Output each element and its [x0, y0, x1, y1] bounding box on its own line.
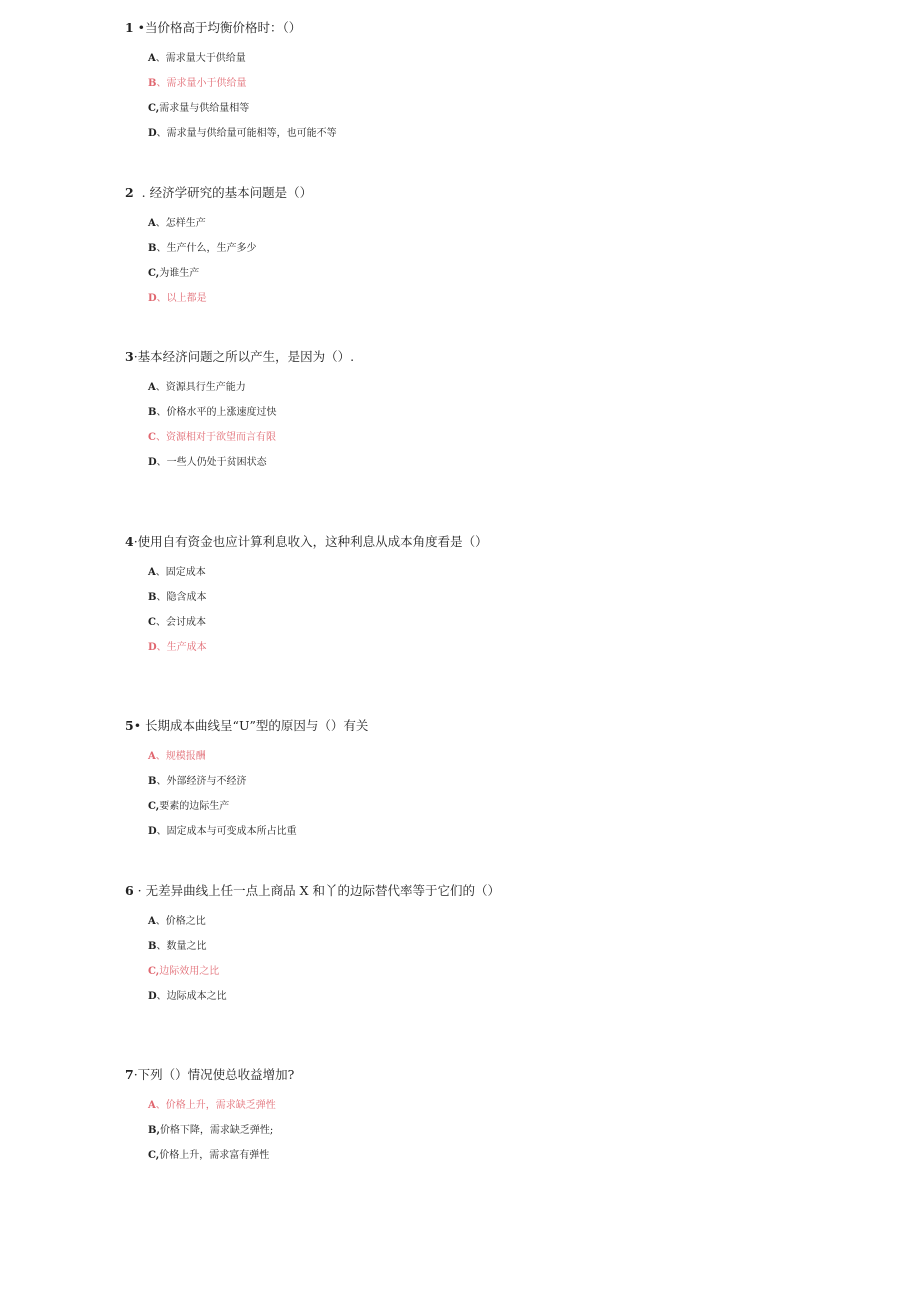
option-letter: B — [148, 243, 157, 254]
option-letter: B — [148, 941, 157, 952]
question-title — [125, 20, 825, 36]
question-number: 4 — [125, 534, 134, 549]
option-list — [148, 52, 337, 152]
question-title — [125, 349, 825, 365]
option-d[interactable] — [148, 641, 207, 666]
option-text: 、需求量与供给量可能相等，也可能不等 — [156, 128, 337, 139]
option-text: 、怎样生产 — [155, 218, 206, 229]
question-text: ·使用自有资金也应计算利息收入，这种利息从成本角度看是（） — [133, 534, 488, 549]
option-text: 、会讨成本 — [155, 617, 206, 628]
question-text: •当价格高于均衡价格时：（） — [133, 20, 302, 35]
question-text: ·下列（）情况使总收益增加? — [133, 1067, 295, 1082]
option-text: 、固定成本与可变成本所占比重 — [156, 826, 297, 837]
option-letter: A — [148, 567, 156, 578]
option-text: 、需求量大于供给量 — [155, 53, 246, 64]
question-text: • 长期成本曲线呈“U”型的原因与（）有关 — [133, 718, 369, 733]
option-text: 要素的边际生产 — [159, 801, 230, 812]
option-letter: B, — [148, 1125, 160, 1136]
question-number: 6 — [125, 883, 134, 898]
option-a[interactable] — [148, 915, 227, 940]
question-number: 5 — [125, 718, 134, 733]
question-1 — [125, 20, 825, 139]
option-a[interactable] — [148, 217, 256, 242]
option-list — [148, 566, 207, 666]
option-a[interactable] — [148, 750, 297, 775]
option-text: 、数量之比 — [156, 941, 207, 952]
option-a[interactable] — [148, 381, 276, 406]
option-list — [148, 381, 276, 481]
option-letter: C — [148, 617, 156, 628]
question-3 — [125, 349, 825, 468]
option-b[interactable] — [148, 775, 297, 800]
option-c[interactable] — [148, 431, 276, 456]
option-text: 、外部经济与不经济 — [156, 776, 247, 787]
option-text: 价格上升，需求富有弹性 — [159, 1150, 270, 1161]
option-d[interactable] — [148, 127, 337, 152]
question-text: · 无差异曲线上任一点上商品 X 和丫的边际替代率等于它们的（） — [133, 883, 500, 898]
question-2 — [125, 185, 825, 304]
option-b[interactable] — [148, 77, 337, 102]
option-a[interactable] — [148, 566, 207, 591]
option-b[interactable] — [148, 1124, 276, 1149]
option-list — [148, 915, 227, 1015]
option-letter: A — [148, 1100, 156, 1111]
option-letter: D — [148, 128, 157, 139]
option-text: 、生产成本 — [156, 642, 207, 653]
option-text: 、需求量小于供给量 — [156, 78, 247, 89]
question-6 — [125, 883, 825, 1002]
question-title — [125, 1067, 825, 1083]
option-text: 、资源相对于欲望而言有限 — [155, 432, 276, 443]
option-text: 、规模报酬 — [155, 751, 206, 762]
option-c[interactable] — [148, 267, 256, 292]
option-text: 、价格上升，需求缺乏弹性 — [155, 1100, 276, 1111]
option-list — [148, 1099, 276, 1174]
option-letter: C, — [148, 966, 160, 977]
option-letter: C, — [148, 801, 160, 812]
option-b[interactable] — [148, 940, 227, 965]
question-text: . 经济学研究的基本问题是（） — [133, 185, 313, 200]
option-b[interactable] — [148, 591, 207, 616]
option-b[interactable] — [148, 242, 256, 267]
question-4 — [125, 534, 825, 653]
question-title — [125, 718, 825, 734]
option-letter: D — [148, 293, 157, 304]
option-letter: C, — [148, 268, 160, 279]
option-text: 价格下降，需求缺乏弹性; — [159, 1125, 274, 1136]
question-number: 7 — [125, 1067, 134, 1082]
option-text: 为谁生产 — [159, 268, 200, 279]
option-letter: C — [148, 432, 156, 443]
option-letter: D — [148, 826, 157, 837]
option-letter: C, — [148, 103, 160, 114]
question-title — [125, 185, 825, 201]
option-a[interactable] — [148, 1099, 276, 1124]
option-letter: D — [148, 642, 157, 653]
option-letter: A — [148, 53, 156, 64]
option-text: 、以上都是 — [156, 293, 207, 304]
option-letter: B — [148, 407, 157, 418]
option-a[interactable] — [148, 52, 337, 77]
option-d[interactable] — [148, 825, 297, 850]
question-number: 3 — [125, 349, 134, 364]
option-letter: A — [148, 382, 156, 393]
option-c[interactable] — [148, 616, 207, 641]
question-title — [125, 534, 825, 550]
option-text: 、边际成本之比 — [156, 991, 227, 1002]
option-text: 、隐含成本 — [156, 592, 207, 603]
question-number: 2 — [125, 185, 134, 200]
option-c[interactable] — [148, 1149, 276, 1174]
option-letter: A — [148, 218, 156, 229]
option-d[interactable] — [148, 456, 276, 481]
option-letter: B — [148, 776, 157, 787]
option-text: 、价格之比 — [155, 916, 206, 927]
option-c[interactable] — [148, 102, 337, 127]
option-text: 、固定成本 — [155, 567, 206, 578]
option-text: 边际效用之比 — [159, 966, 220, 977]
option-letter: D — [148, 991, 157, 1002]
question-7 — [125, 1067, 825, 1161]
option-text: 、生产什么，生产多少 — [156, 243, 257, 254]
option-list — [148, 217, 256, 317]
option-letter: B — [148, 78, 157, 89]
option-list — [148, 750, 297, 850]
option-text: 、一些人仍处于贫困状态 — [156, 457, 267, 468]
option-letter: A — [148, 916, 156, 927]
option-letter: B — [148, 592, 157, 603]
option-text: 、价格水平的上涨速度过快 — [156, 407, 277, 418]
option-b[interactable] — [148, 406, 276, 431]
question-5 — [125, 718, 825, 837]
option-c[interactable] — [148, 965, 227, 990]
option-d[interactable] — [148, 292, 256, 317]
option-letter: C, — [148, 1150, 160, 1161]
question-number: 1 — [125, 20, 134, 35]
option-c[interactable] — [148, 800, 297, 825]
option-letter: D — [148, 457, 157, 468]
question-text: ·基本经济问题之所以产生，是因为（）. — [133, 349, 355, 364]
option-letter: A — [148, 751, 156, 762]
question-title — [125, 883, 825, 899]
option-d[interactable] — [148, 990, 227, 1015]
option-text: 、资源具行生产能力 — [155, 382, 246, 393]
option-text: 需求量与供给量相等 — [159, 103, 250, 114]
